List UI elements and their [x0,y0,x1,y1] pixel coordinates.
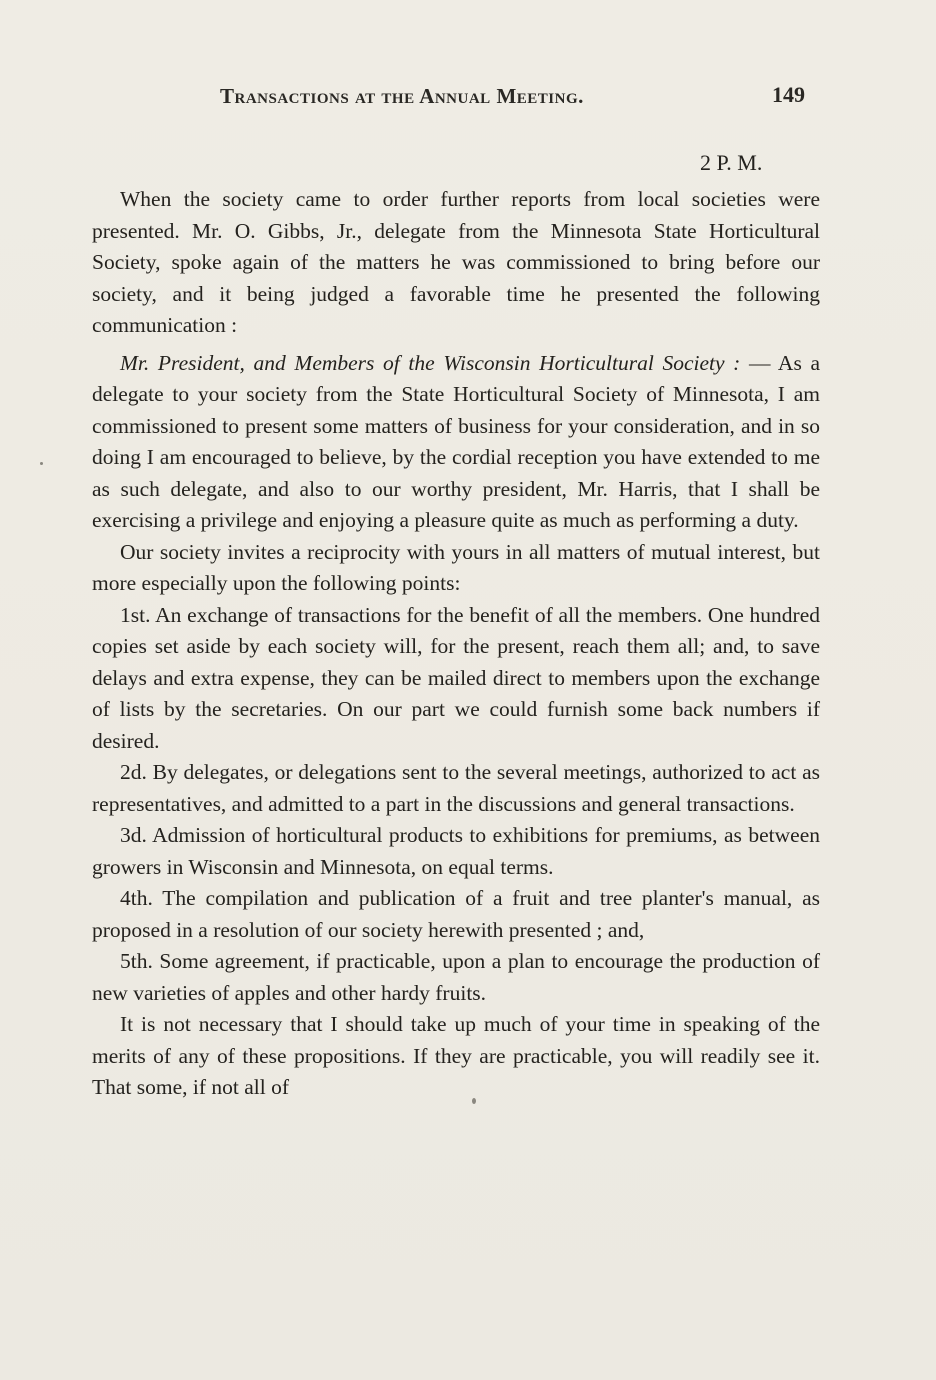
page-number: 149 [772,82,805,107]
paragraph-point-5: 5th. Some agreement, if practicable, upon a plan to encourage the production of new varieties of apples and other hardy fruits. [92,949,820,1005]
paragraph-point-4: 4th. The compilation and publication of a fruit and tree planter's manual, as proposed in a resolution of our society herewith presented ; and, [92,886,820,942]
paragraph-reciprocity: Our society invites a reciprocity with yours in all matters of mutual interest, but more especially upon the following points: [92,539,820,595]
letter-opening-text: — As a delegate to your society from the State Horticultural Society of Minnesota, I am commissioned to present some matters of business for your consideration, and in so doing I am encouraged to believe, by the cordial reception you have extended to me as such delegate, and also to our worthy president, Mr. Harris, that I shall be exercising a privilege and enjoying a pleasure quite as much as performing a duty. [92,350,821,532]
running-head: Transactions at the Annual Meeting. [220,84,584,108]
paper-speck [40,462,43,465]
paragraph-closing: It is not necessary that I should take up much of your time in speaking of the merits of any of these propositions. If they are practicable, you will readily see it. That some, if not all of [92,1012,820,1099]
paper-speck [472,1098,476,1104]
letter-salutation: Mr. President, and Members of the Wisconsin Horticultural Society : [120,350,741,375]
paragraph-point-1: 1st. An exchange of transactions for the benefit of all the members. One hundred copies set aside by each society will, for the present, reach them all; and, to save delays and extra expense, they can be mailed direct to members upon the exchange of lists by the secretaries. On our part we could furnish some back numbers if desired. [92,602,820,753]
paragraph-letter-opening [92,348,820,537]
paragraph-intro: When the society came to order further reports from local societies were presented. Mr. O. Gibbs, Jr., delegate from the Minnesota State Horticultural Society, spoke again of the matters he was commissioned to bring before our society, and it being judged a favorable time he presented the following communication : [92,187,820,337]
paragraph-point-3: 3d. Admission of horticultural products to exhibitions for premiums, as between growers in Wisconsin and Minnesota, on equal terms. [92,823,820,879]
paragraph-point-2: 2d. By delegates, or delegations sent to the several meetings, authorized to act as representatives, and admitted to a part in the discussions and general transactions. [92,760,820,816]
body-text [92,184,820,1104]
session-time-heading: 2 P. M. [700,150,763,175]
